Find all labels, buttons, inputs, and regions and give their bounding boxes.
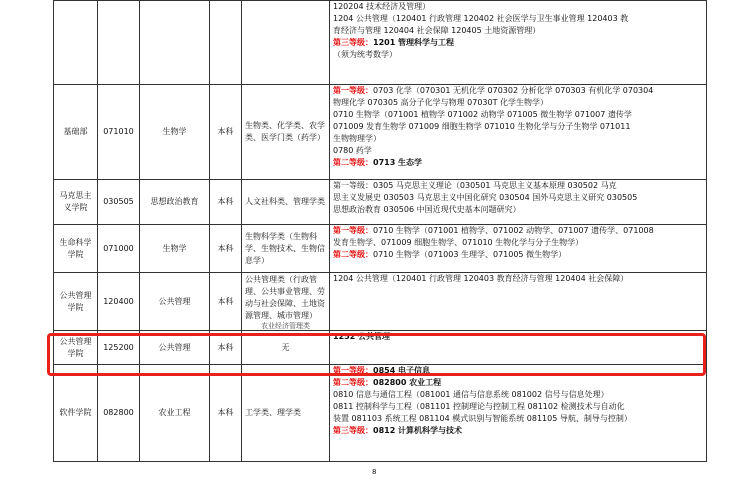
code-cell: 071010 [98,85,140,180]
dept-cell: 软件学院 [54,365,98,462]
dept-cell: 马克思主义学院 [54,180,98,225]
requirement-line [333,157,703,169]
table-row [54,85,707,180]
requirement-text: 0854 电子信息 [373,366,431,375]
category-text: 生物类、化学类、农学类、医学门类（药学） [245,121,325,142]
requirement-text: 1252 公共管理 [333,332,391,341]
major-cell: 生物学 [140,225,210,273]
category-text: 无 [281,342,290,352]
requirement-line [333,37,703,49]
code-cell: 030505 [98,180,140,225]
code-cell: 082800 [98,365,140,462]
requirement-line [333,389,703,401]
degree-cell: 本科 [210,273,242,331]
major-cell: 农业工程 [140,365,210,462]
category-cell [242,180,330,225]
level-label: 第一等级： [333,366,373,375]
requirement-cell [330,273,707,331]
requirement-cell [330,225,707,273]
category-cell [242,1,330,85]
degree-cell: 本科 [210,85,242,180]
category-cell [242,273,330,331]
requirement-line [333,249,703,261]
requirement-text: 0703 化学（070301 无机化学 070302 分析化学 070303 有机化学 070304 [373,86,654,95]
category-cell [242,225,330,273]
requirement-text: 0710 生物学（071001 植物学 071002 动物学 071005 微生物学 071007 遗传学 [333,110,632,119]
category-text: 公共管理类（行政管理、公共事业管理、劳动与社会保障、土地资源管理、城市管理） [245,274,325,320]
dept-cell: 公共管理学院 [54,331,98,365]
requirement-line [333,1,703,13]
level-label: 第二等级： [333,250,373,259]
requirement-cell [330,1,707,85]
code-cell: 071000 [98,225,140,273]
category-text: 人文社科类、管理学类 [245,197,325,206]
requirement-text: 082800 农业工程 [373,378,442,387]
requirement-line [333,121,703,133]
requirement-text: 发育生物学、071009 细胞生物学、071010 生物化学与分子生物学） [333,238,584,247]
requirement-cell [330,365,707,462]
code-cell: 120400 [98,273,140,331]
requirement-line [333,109,703,121]
requirement-line [333,204,703,216]
requirement-text: 0713 生态学 [373,158,423,167]
requirement-text: 120204 技术经济及管理） [333,2,431,11]
requirement-line [333,145,703,157]
requirement-cell [330,180,707,225]
requirement-text: 0710 生物学（071003 生理学、071005 微生物学） [373,250,567,259]
level-label: 第二等级： [333,158,373,167]
requirement-text: 思主义发展史 030503 马克思主义中国化研究 030504 国外马克思主义研究 030505 [333,193,638,202]
requirement-text: 思想政治教育 030506 中国近现代史基本问题研究） [333,205,521,214]
requirement-text: 0812 计算机科学与技术 [373,426,463,435]
requirement-line [333,180,703,192]
major-cell: 生物学 [140,85,210,180]
requirement-line [333,192,703,204]
table-row [54,365,707,462]
category-text: 生物科学类（生物科学、生物技术、生物信息学） [245,231,325,265]
requirement-line [333,425,703,437]
requirement-line [333,85,703,97]
degree-cell: 本科 [210,365,242,462]
category-cell [242,365,330,462]
degree-cell: 本科 [210,225,242,273]
table-row [54,1,707,85]
level-label: 第一等级： [333,226,373,235]
highlight-box [47,333,706,376]
requirement-text: 0710 生物学（071001 植物学、071002 动物学、071007 遗传学、071008 [373,226,654,235]
dept-cell: 生命科学学院 [54,225,98,273]
level-label: 第三等级： [333,426,373,435]
major-cell: 公共管理 [140,331,210,365]
major-cell [140,1,210,85]
dept-cell: 基础部 [54,85,98,180]
code-cell: 125200 [98,331,140,365]
requirement-text: 育经济与管理 120404 社会保障 120405 土地资源管理） [333,26,541,35]
dept-cell [54,1,98,85]
degree-cell [210,1,242,85]
requirement-text: 0811 控制科学与工程（081101 控制理论与控制工程 081102 检测技术与自动化 [333,402,625,411]
table-row [54,180,707,225]
requirement-text: 1204 公共管理（120401 行政管理 120402 社会医学与卫生事业管理 120403 教 [333,14,629,23]
table-row [54,225,707,273]
major-cell: 公共管理 [140,273,210,331]
degree-cell: 本科 [210,331,242,365]
level-label: 第三等级： [333,38,373,47]
requirement-text: 生物物理学） [333,134,381,143]
requirement-text: 1201 管理科学与工程 [373,38,455,47]
requirement-line [333,225,703,237]
requirement-line [333,413,703,425]
requirement-text: 物理化学 070305 高分子化学与物理 07030T 化学生物学） [333,98,549,107]
requirement-line [333,133,703,145]
requirement-text: （须为统考数学） [333,50,397,59]
requirement-line [333,273,703,285]
requirement-line [333,377,703,389]
major-requirements-table [53,0,707,462]
level-label: 第二等级： [333,378,373,387]
dept-cell: 公共管理学院 [54,273,98,331]
level-label: 第一等级： [333,86,373,95]
requirement-line [333,49,703,61]
requirement-text: 1204 公共管理（120401 行政管理 120403 教育经济与管理 120404 社会保障） [333,274,629,283]
requirement-text: 0780 药学 [333,146,372,155]
table-row [54,273,707,331]
category-overlap-text: 农业经济管理类 [261,321,310,330]
requirement-text: 装置 081103 系统工程 081104 模式识别与智能系统 081105 导航、制导与控制） [333,414,632,423]
requirement-line [333,25,703,37]
requirement-text: 第一等级：0305 马克思主义理论（030501 马克思主义基本原理 030502 马克 [333,181,617,190]
requirement-line [333,97,703,109]
requirement-text: 071009 发育生物学 071009 细胞生物学 071010 生物化学与分子生物学 071011 [333,122,631,131]
page-number: 8 [372,468,377,476]
requirement-line [333,13,703,25]
code-cell [98,1,140,85]
requirement-line [333,401,703,413]
category-text: 工学类、理学类 [245,408,301,417]
category-cell [242,85,330,180]
requirement-text: 0810 信息与通信工程（081001 通信与信息系统 081002 信号与信息处理） [333,390,609,399]
requirement-cell [330,85,707,180]
degree-cell: 本科 [210,180,242,225]
requirement-line [333,237,703,249]
major-cell: 思想政治教育 [140,180,210,225]
